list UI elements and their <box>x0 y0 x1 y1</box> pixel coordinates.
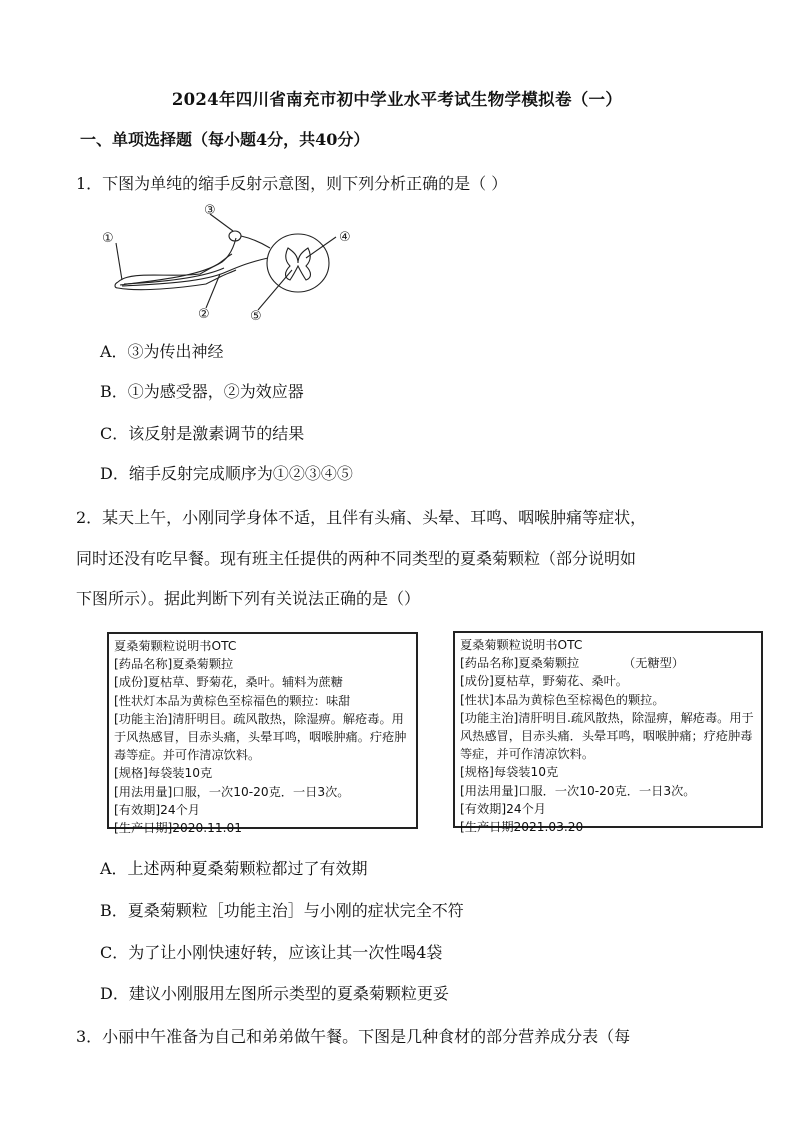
label-3: ③ <box>204 203 216 218</box>
right-box-production: [生产日期2021.03.20 <box>460 820 584 835</box>
question-2-stem-line-1: 2．某天上午，小刚同学身体不适，且伴有头痛、头晕、耳鸣、咽喉肿痛等症状， <box>76 508 647 527</box>
right-box-name: [药品名称]夏桑菊颗拉 <box>460 656 580 671</box>
left-box-function: [功能主治]清肝明目。疏风散热，除湿痹。解疮毒。用于风热感冒，目赤头痛，头晕耳鸣，咽喉肿痛。疔疮肿毒等症。并可作清凉饮料。 <box>114 711 407 763</box>
left-instruction-box <box>107 632 418 836</box>
left-box-heading: 夏桑菊颗粒说明书OTC <box>114 639 237 653</box>
q1-option-b: B．①为感受器，②为效应器 <box>100 382 304 401</box>
q2-option-d: D．建议小刚服用左图所示类型的夏桑菊颗粒更妥 <box>100 984 449 1003</box>
right-box-validity: [有效期]24个月 <box>460 801 546 816</box>
fingertip <box>115 282 118 288</box>
left-box-appearance: [性状灯本品为黄棕色至棕福色的颗拉：味甜 <box>114 693 351 708</box>
page-title: 2024年四川省南充市初中学业水平考试生物学模拟卷（一） <box>171 90 623 109</box>
q1-option-d: D．缩手反射完成顺序为①②③④⑤ <box>100 464 353 483</box>
left-box-spec: [规格]每袋装10克 <box>114 766 213 781</box>
right-instruction-box <box>453 631 763 835</box>
q2-option-a: A．上述两种夏桑菊颗粒都过了有效期 <box>100 859 368 878</box>
label-5: ⑤ <box>250 309 262 322</box>
right-box-appearance: [性状]本品为黄棕色至棕褐色的颗拉。 <box>460 692 665 707</box>
question-2-stem-line-3: 下图所示）。据此判断下列有关说法正确的是（） <box>76 589 421 608</box>
grey-matter <box>286 248 311 280</box>
label-1: ① <box>102 231 114 246</box>
right-box-name-row <box>460 654 756 672</box>
q2-option-b: B．夏桑菊颗粒［功能主治］与小刚的症状完全不符 <box>100 901 464 920</box>
right-box-function: [功能主治]清肝明目.疏风散热，除湿痹，解疮毒。用于风热感冒，目赤头痛．头晕耳鸣，咽喉肿痛；疗疮肿毒等症，并可作清凉饮料。 <box>460 710 754 762</box>
ganglion <box>229 231 241 241</box>
label-2-line <box>206 274 220 308</box>
question-2-stem-line-2: 同时还没有吃早餐。现有班主任提供的两种不同类型的夏桑菊颗粒（部分说明如 <box>76 549 637 568</box>
right-box-heading: 夏桑菊颗粒说明书OTC <box>460 638 583 652</box>
question-1-stem: 1．下图为单纯的缩手反射示意图，则下列分析正确的是（ ） <box>76 174 508 193</box>
left-box-validity: [有效期]24个月 <box>114 802 200 817</box>
nerve-fiber <box>124 268 224 284</box>
left-box-ingredients: [成份]夏枯草、野菊花，桑叶。辅料为蔗糖 <box>114 675 343 690</box>
dorsal-root <box>241 236 270 248</box>
q2-option-c: C．为了让小刚快速好转，应该让其一次性喝4袋 <box>100 943 443 962</box>
q1-option-a: A．③为传出神经 <box>100 342 224 361</box>
right-box-spec: [规格]每袋装10克 <box>460 765 559 780</box>
right-box-usage: [用法用量]口服．一次10-20克．一日3次。 <box>460 783 696 798</box>
reflex-arc-diagram <box>100 200 370 322</box>
question-3-stem: 3．小丽中午准备为自己和弟弟做午餐。下图是几种食材的部分营养成分表（每 <box>76 1027 631 1046</box>
q1-option-c: C．该反射是激素调节的结果 <box>100 424 305 443</box>
right-box-sugar-free: （无糖型） <box>623 656 685 671</box>
left-box-name: [药品名称]夏桑菊颗拉 <box>114 657 234 672</box>
left-box-usage: [用法用量]口服，一次10-20克．一日3次。 <box>114 784 350 799</box>
right-box-ingredients: [成份]夏枯草，野菊花、桑叶。 <box>460 674 628 689</box>
label-4: ④ <box>339 230 351 245</box>
left-box-production: [生产日期]2020.11.01 <box>114 821 243 836</box>
label-2: ② <box>198 307 210 322</box>
label-4-line <box>306 237 336 258</box>
section-heading: 一、单项选择题（每小题4分，共40分） <box>80 130 370 149</box>
label-1-line <box>116 243 122 280</box>
